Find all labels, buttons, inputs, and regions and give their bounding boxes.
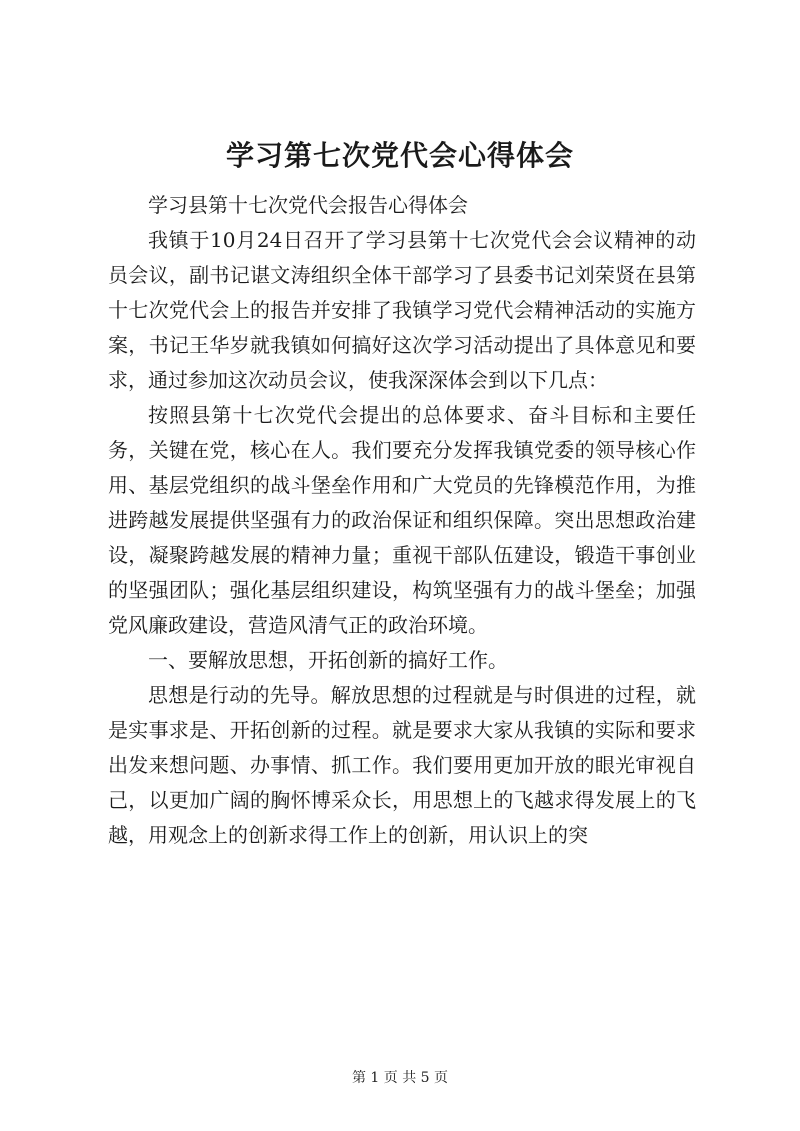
- subtitle-paragraph: 学习县第十七次党代会报告心得体会: [148, 193, 468, 217]
- section-heading: 一、要解放思想，开拓创新的搞好工作。: [148, 648, 508, 672]
- body-paragraph: 思想是行动的先导。解放思想的过程就是与时俱进的过程，就是实事求是、开拓创新的过程。就是要求大家从我镇的实际和要求出发来想问题、办事情、抓工作。我们要用更加开放的眼光审视自己，以更加广阔的胸怀博采众长，用思想上的飞越求得发展上的飞越，用观念上的创新求得工作上的创新，用认识上的突: [108, 683, 696, 847]
- document-title: 学习第七次党代会心得体会: [225, 139, 574, 172]
- body-paragraph: 按照县第十七次党代会提出的总体要求、奋斗目标和主要任务，关键在党，核心在人。我们要充分发挥我镇党委的领导核心作用、基层党组织的战斗堡垒作用和广大党员的先锋模范作用，为推进跨越发展提供坚强有力的政治保证和组织保障。突出思想政治建设，凝聚跨越发展的精神力量；重视干部队伍建设，锻造干事创业的坚强团队；强化基层组织建设，构筑坚强有力的战斗堡垒；加强党风廉政建设，营造风清气正的政治环境。: [108, 403, 696, 637]
- document-body: [108, 188, 696, 853]
- body-paragraph: 我镇于10月24日召开了学习县第十七次党代会会议精神的动员会议，副书记谌文涛组织全体干部学习了县委书记刘荣贤在县第十七次党代会上的报告并安排了我镇学习党代会精神活动的实施方案，书记王华岁就我镇如何搞好这次学习活动提出了具体意见和要求，通过参加这次动员会议，使我深深体会到以下几点：: [108, 228, 696, 392]
- page-footer: 第 1 页 共 5 页: [351, 1070, 449, 1086]
